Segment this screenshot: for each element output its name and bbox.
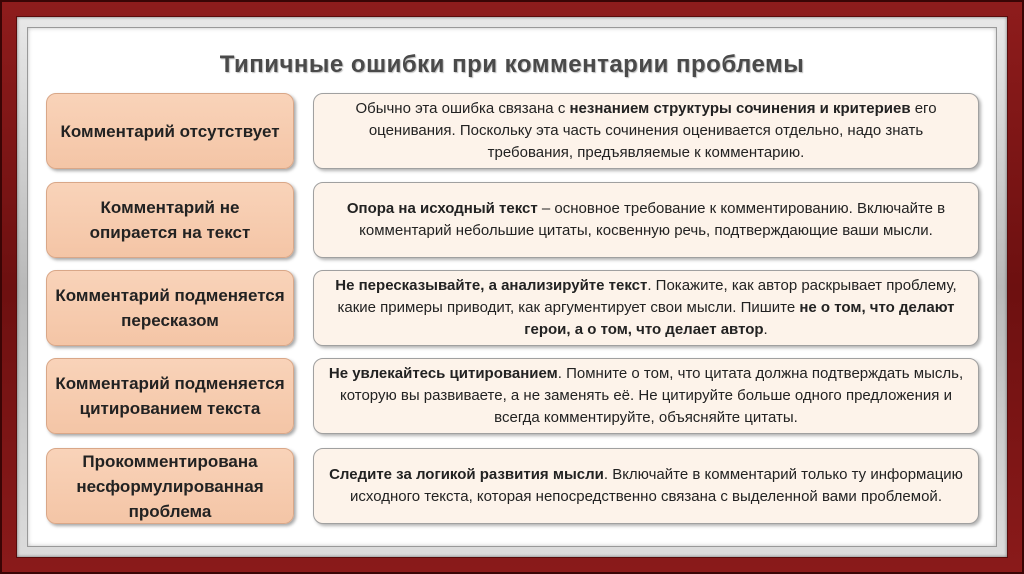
error-label-2: Комментарий не опирается на текст	[46, 182, 294, 258]
desc-plain: – основное требование к комментированию. Включайте в комментарий небольшие цитаты, косвенную речь, подтверждающие ваши мысли.	[359, 200, 946, 239]
desc-bold: Следите за логикой развития мысли	[329, 466, 604, 483]
desc-bold: незнанием структуры сочинения и критериев	[569, 100, 911, 117]
desc-plain: . Включайте в комментарий только ту информацию исходного текста, которая непосредственно связана с выделенной вами проблемой.	[350, 466, 963, 505]
error-label-5: Прокомментирована несформулированная проблема	[46, 448, 294, 524]
error-description-1	[313, 93, 979, 169]
error-description-5	[313, 448, 979, 524]
error-label-4: Комментарий подменяется цитированием текста	[46, 358, 294, 434]
desc-bold: Не пересказывайте, а анализируйте текст	[335, 277, 648, 294]
desc-plain: .	[763, 321, 768, 338]
error-description-4	[313, 358, 979, 434]
desc-plain: Обычно эта ошибка связана с	[355, 100, 570, 117]
desc-plain: . Помните о том, что цитата должна подтверждать мысль, которую вы развиваете, а не заменять её. Не цитируйте больше одного предложения и всегда комментируйте, объясняйте цитаты.	[340, 365, 964, 426]
error-label-3: Комментарий подменяется пересказом	[46, 270, 294, 346]
desc-bold: Не увлекайтесь цитированием	[328, 365, 558, 382]
desc-text	[328, 464, 964, 508]
desc-text	[328, 198, 964, 242]
error-label-1: Комментарий отсутствует	[46, 93, 294, 169]
desc-text	[328, 98, 964, 164]
page-title: Типичные ошибки при комментарии проблемы	[219, 51, 805, 78]
error-description-3	[313, 270, 979, 346]
desc-bold: Опора на исходный текст	[346, 200, 538, 217]
desc-bold: не о том, что делают герои, а о том, что делает автор	[524, 299, 955, 338]
error-description-2	[313, 182, 979, 258]
desc-plain: . Покажите, как автор раскрывает проблему, какие примеры приводит, как аргументирует свои мысли. Пишите	[337, 277, 957, 316]
desc-text	[328, 363, 964, 429]
desc-text	[328, 275, 964, 341]
desc-plain: его оценивания. Поскольку эта часть сочинения оценивается отдельно, надо знать требования, предъявляемые к комментарию.	[368, 100, 937, 161]
